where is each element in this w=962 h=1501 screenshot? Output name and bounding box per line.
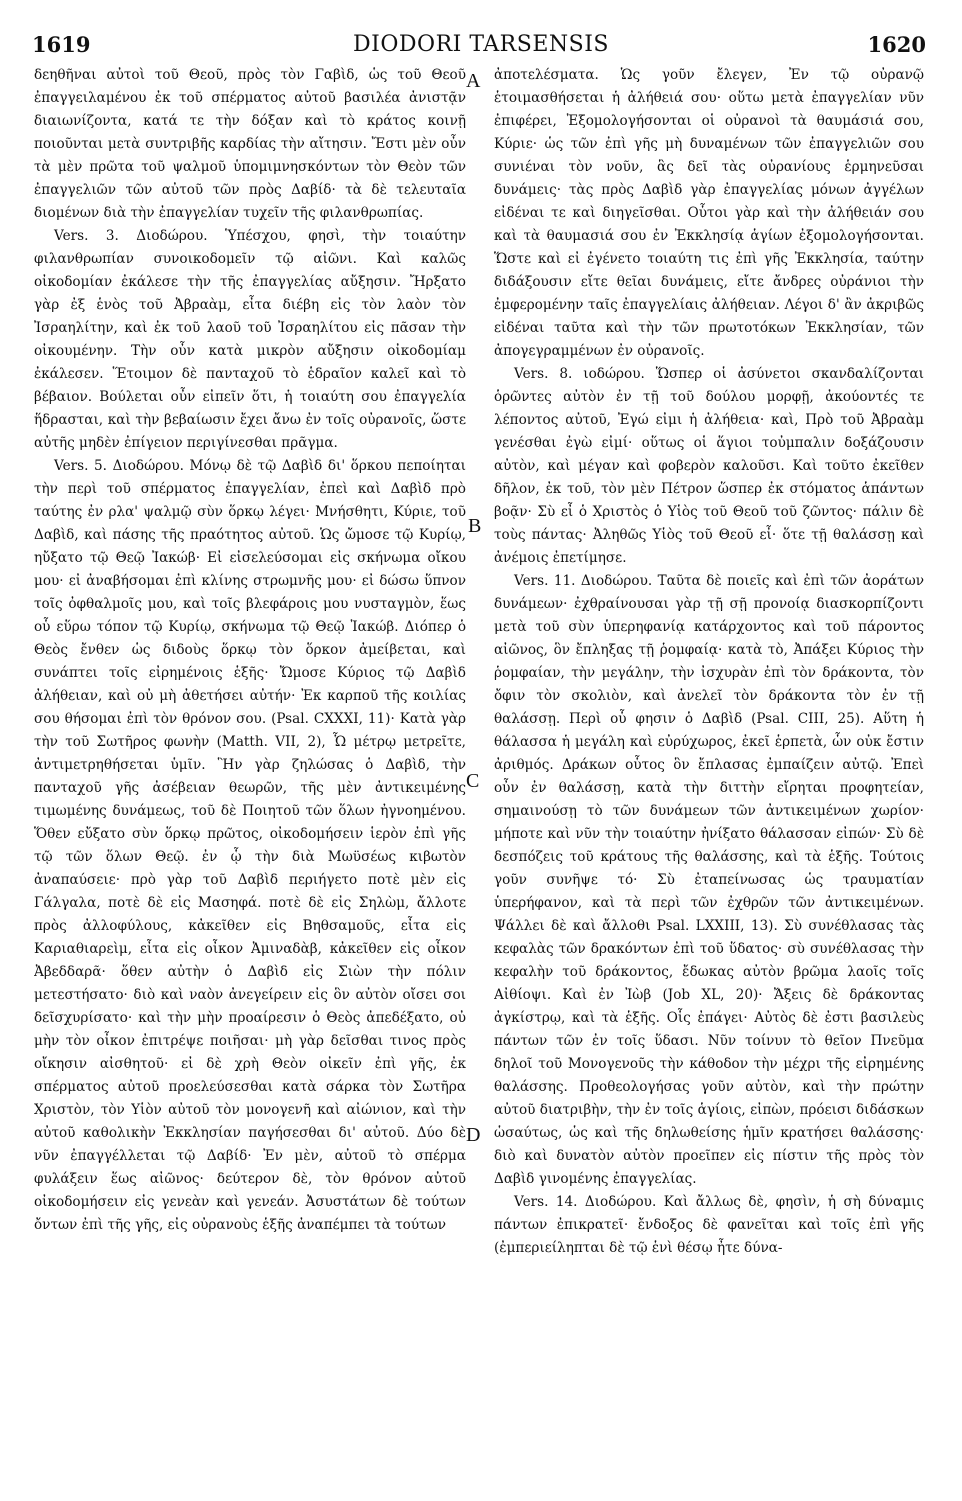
- page-header: [0, 0, 962, 58]
- paragraph: Vers. 14. Διοδώρου. Καὶ ἄλλως δὲ, φησὶν, ἡ σὴ δύναμις πάντων ἐπικρατεῖ· ἔνδοξος δὲ φανεῖται καὶ τοῖς ἐπὶ γῆς (ἐμπεριείληπται δὲ τῷ ἑνὶ θέσῳ ἦτε δύνα-: [494, 1194, 924, 1256]
- paragraph: Vers. 3. Διοδώρου. Ὑπέσχου, φησὶ, τὴν τοιαύτην φιλανθρωπίαν συνοικοδομεῖν τῷ αἰῶνι. Καὶ καλῶς οἰκοδομίαν ἐκάλεσε τὴν τῆς ἐπαγγελίας αὔξησιν. Ἤρξατο γὰρ ἐξ ἑνὸς τοῦ Ἀβραὰμ, εἶτα διέβη εἰς τὸν λαὸν τὸν Ἰσραηλίτην, καὶ ἐκ τοῦ λαοῦ τοῦ Ἰσραηλίτου εἰς πᾶσαν τὴν οἰκουμένην. Τὴν οὖν κατὰ μικρὸν αὔξησιν οἰκοδομίαμ ἐκάλεσεν. Ἕτοιμον δὲ πανταχοῦ τὸ ἑδραῖον καλεῖ καὶ τὸ βέβαιον. Βούλεται οὖν εἰπεῖν ὅτι, ἡ τοιαύτη σου ἐπαγγελία ἥδρασται, καὶ τὴν βεβαίωσιν ἔχει ἄνω ἐν τοῖς οὐρανοῖς, ὥστε αὐτῆς μηδὲν ἐπίγειον περιγίνεσθαι πρᾶγμα.: [34, 228, 466, 451]
- paragraph: ἀποτελέσματα. Ὡς γοῦν ἔλεγεν, Ἐν τῷ οὐρανῷ ἑτοιμασθήσεται ἡ ἀλήθειά σου· οὕτω μετὰ ἐπαγγελίαν νῦν ἐπιφέρει, Ἐξομολογήσονται οἱ οὐρανοὶ τὰ θαυμάσιά σου, Κύριε· ὡς τῶν ἐπὶ γῆς μὴ δυναμένων τῶν ἐπαγγελιῶν σου συνιέναι τὸν νοῦν, ἃς δεῖ τὰς οὐρανίους ἑρμηνεῦσαι δυνάμεις· τὰς πρὸς Δαβὶδ γὰρ ἐπαγγελίας μόνων ἀγγέλων εἰδέναι τε καὶ διηγεῖσθαι. Οὗτοι γὰρ καὶ τὴν ἀλήθειάν σου καὶ τὰ θαυμασιά σου ἐν Ἐκκλησίᾳ ἁγίων ἐξομολογήσονται. Ὥστε καὶ εἰ ἐγένετο τοιαύτη τις ἐπὶ γῆς Ἐκκλησία, ταύτην διδάξουσιν εἴτε θεῖαι δυνάμεις, εἴτε ἄνδρες οὐράνιοι τὴν ἐμφερομένην ταῖς ἐπαγγελίαις ἀλήθειαν. Λέγοι δ' ἂν ἀκριβῶς εἰδέναι ταῦτα καὶ τὴν τῶν πρωτοτόκων Ἐκκλησίαν, τῶν ἀπογεγραμμένων ἐν οὐρανοῖς.: [494, 67, 924, 359]
- margin-marker-c: C: [466, 770, 480, 792]
- margin-marker-b: B: [468, 515, 482, 537]
- margin-marker-a: A: [466, 70, 481, 92]
- paragraph: Vers. 11. Διοδώρου. Ταῦτα δὲ ποιεῖς καὶ ἐπὶ τῶν ἀοράτων δυνάμεων· ἐχθραίνουσαι γὰρ τῇ σῇ προνοίᾳ διασκορπίζοντι μετὰ τοῦ σὺν ὑπερηφανίᾳ κατάρχοντος καὶ τοῦ πάροντος αἰῶνος, ὃν ἔπληξας τῇ ῥομφαίᾳ· κατὰ τὸ, Ἀπάξει Κύριος τὴν ῥομφαίαν, τὴν μεγάλην, τὴν ἰσχυρὰν ἐπὶ τὸν δράκοντα, τὸν ὄφιν τὸν σκολιὸν, καὶ ἀνελεῖ τὸν δράκοντα τὸν ἐν τῇ θαλάσσῃ. Περὶ οὗ φησιν ὁ Δαβὶδ (Psal. CIII, 25). Αὕτη ἡ θάλασσα ἡ μεγάλη καὶ εὐρύχωρος, ἐκεῖ ἑρπετὰ, ὧν οὐκ ἔστιν ἀριθμός. Δράκων οὗτος ὃν ἔπλασας ἐμπαίζειν αὐτῷ. Ἐπεὶ οὖν ἐν θαλάσσῃ, κατὰ τὴν διττὴν εἴρηται προφητείαν, σημαινούσῃ τὸ τῶν δυνάμεων τῶν ἀντικειμένων χωρίον· μήποτε καὶ νῦν τὴν τοιαύτην ἠνίξατο θάλασσαν εἰπών· Σὺ δὲ δεσπόζεις τοῦ κράτους τῆς θαλάσσης, καὶ τὰ ἑξῆς. Τούτοις γοῦν συνῆψε τό· Σὺ ἐταπείνωσας ὡς τραυματίαν ὑπερήφανον, καὶ τὰ περὶ τῶν ἐχθρῶν τῶν ἀντικειμένων. Ψάλλει δὲ καὶ ἄλλοθι Psal. LXXIII, 13). Σὺ συνέθλασας τὰς κεφαλὰς τῶν δρακόντων ἐπὶ τοῦ ὕδατος· σὺ συνέθλασας τὴν κεφαλὴν τοῦ δράκοντος, ἔδωκας αὐτὸν βρῶμα λαοῖς τοῖς Αἰθίοψι. Καὶ ἐν Ἰὼβ (Job XL, 20)· Ἄξεις δὲ δράκοντας ἀγκίστρῳ, καὶ τὰ ἑξῆς. Οἷς ἐπάγει· Αὐτὸς δὲ ἐστι βασιλεὺς πάντων τῶν ἐν τοῖς ὕδασι. Νῦν τοίνυν τὸ θεῖον Πνεῦμα δηλοῖ τοῦ Μονογενοῦς τὴν κάθοδον τὴν μέχρι τῆς εἰρημένης θαλάσσης. Προθεολογήσας γοῦν αὐτὸν, καὶ τὴν πρώτην αὐτοῦ διατριβὴν, τὴν ἐν τοῖς ἁγίοις, εἰπὼν, πρόεισι διδάσκων ὡσαύτως, ὡς καὶ τῆς δηλωθείσης ἡμῖν κρατήσει θαλάσσης· διὸ καὶ δυνατὸν αὐτὸν προεῖπεν εἰς πίστιν τῆς πρὸς τὸν Δαβὶδ γινομένης ἐπαγγελίας.: [494, 573, 924, 1187]
- left-column: [34, 64, 466, 1484]
- margin-marker-d: D: [466, 1124, 481, 1146]
- paragraph: δεηθῆναι αὐτοὶ τοῦ Θεοῦ, πρὸς τὸν Γαβὶδ, ὡς τοῦ Θεοῦ ἐπαγγειλαμένου ἐκ τοῦ σπέρματος αὐτοῦ βασιλέα ἀνιστᾷν διαιωνίζοντα, κατά τε τὴν δόξαν καὶ τὸ κράτος κοινῇ ποιοῦνται μετὰ συντριβῆς καρδίας τὴν αἴτησιν. Ἔστι μὲν οὖν τὰ μὲν πρῶτα τοῦ ψαλμοῦ ὑπομιμνησκόντων τὸν Θεὸν τῶν ἐπαγγελιῶν τῶν αὐτοῦ τῶν πρὸς Δαβίδ· τὰ δὲ τελευταῖα διομένων διὰ τὴν ἐπαγγελίαν τυχεῖν τῆς φιλανθρωπίας.: [34, 67, 466, 221]
- right-column: [494, 64, 924, 1484]
- page-number-left: 1619: [32, 32, 91, 57]
- running-title: DIODORI TARSENSIS: [353, 32, 609, 57]
- page-number-right: 1620: [867, 32, 926, 57]
- paragraph: Vers. 8. ιοδώρου. Ὥσπερ οἱ ἀσύνετοι σκανδαλίζονται ὁρῶντες αὐτὸν ἐν τῇ τοῦ δούλου μορφῇ, ἀκούοντές τε λέποντος αὐτοῦ, Ἐγώ εἰμι ἡ ἀλήθεια· καὶ, Πρὸ τοῦ Ἀβραὰμ γενέσθαι ἐγὼ εἰμί· οὕτως οἱ ἅγιοι τοὐμπαλιν δοξάζουσιν αὐτὸν, καὶ μέγαν καὶ φοβερὸν καλοῦσι. Καὶ τοῦτο ἐκεῖθεν δῆλον, ἐκ τοῦ, τὸν μὲν Πέτρον ὥσπερ ἐκ στόματος ἁπάντων βοᾷν· Σὺ εἶ ὁ Χριστὸς ὁ Υἱὸς τοῦ Θεοῦ τοῦ ζῶντος· πάλιν δὲ τοὺς πάντας· Ἀληθῶς Υἱὸς τοῦ Θεοῦ εἶ· ὅτε τῇ θαλάσσῃ καὶ ἀνέμοις ἐπετίμησε.: [494, 366, 924, 566]
- paragraph: Vers. 5. Διοδώρου. Μόνῳ δὲ τῷ Δαβὶδ δι' ὅρκου πεποίηται τὴν περὶ τοῦ σπέρματος ἐπαγγελίαν, ἐπεὶ καὶ Δαβὶδ πρὸ ταύτης ἐν ρλα' ψαλμῷ σὺν ὅρκῳ λέγει· Μνήσθητι, Κύριε, τοῦ Δαβὶδ, καὶ πάσης τῆς πραότητος αὐτοῦ. Ὡς ὤμοσε τῷ Κυρίῳ, ηὔξατο τῷ Θεῷ Ἰακώβ· Εἰ εἰσελεύσομαι εἰς σκήνωμα οἴκου μου· εἰ ἀναβήσομαι ἐπὶ κλίνης στρωμνῆς μου· εἰ δώσω ὕπνον τοῖς ὀφθαλμοῖς μου, καὶ τοῖς βλεφάροις μου νυσταγμὸν, ἕως οὗ εὕρω τόπον τῷ Κυρίῳ, σκήνωμα τῷ Θεῷ Ἰακώβ. Διόπερ ὁ Θεὸς ἔνθεν ὡς διδοὺς ὅρκῳ τὸν ὅρκον ἀμείβεται, καὶ συνάπτει τοῖς εἰρημένοις ἑξῆς· Ὤμοσε Κύριος τῷ Δαβὶδ ἀλήθειαν, καὶ οὐ μὴ ἀθετήσει αὐτήν· Ἐκ καρποῦ τῆς κοιλίας σου θήσομαι ἐπὶ τὸν θρόνον σου. (Psal. CXXXI, 11)· Κατὰ γὰρ τὴν τοῦ Σωτῆρος φωνὴν (Matth. VII, 2), Ὧ μέτρῳ μετρεῖτε, ἀντιμετρηθήσεται ὑμῖν. Ἣν γὰρ ζηλώσας ὁ Δαβὶδ, τὴν πανταχοῦ γῆς ἀσέβειαν θεωρῶν, τῆς μὲν ἀντικειμένης τιμωμένης δυνάμεως, τοῦ δὲ Ποιητοῦ τῶν ὅλων ἠγνοημένου. Ὅθεν εὔξατο σὺν ὅρκῳ πρῶτος, οἰκοδομήσειν ἱερὸν ἐπὶ γῆς τῷ τῶν ὅλων Θεῷ. ἐν ᾧ τὴν διὰ Μωϋσέως κιβωτὸν ἀναπαύσειε· πρὸ γὰρ τοῦ Δαβὶδ περιήγετο ποτὲ μὲν εἰς Γάλγαλα, ποτὲ δὲ εἰς Μασηφά. ποτὲ δὲ εἰς Σηλὼμ, ἄλλοτε πρὸς ἀλλοφύλους, κἀκεῖθεν εἰς Βηθσαμοῦς, εἶτα εἰς Καριαθιαρεὶμ, εἶτα εἰς οἶκον Ἀμιναδὰβ, κἀκεῖθεν εἰς οἶκον Ἀβεδδαρᾶ· ὅθεν αὐτὴν ὁ Δαβὶδ εἰς Σιὼν τὴν πόλιν μετεστήσατο· διὸ καὶ ναὸν ἀνεγείρειν εἰς ὃν αὐτὸν οἴσει σοι δεῖσχυρίσατο· καὶ τὴν μὴν προαίρεσιν ὁ Θεὸς ἀπεδέξατο, οὐ μὴν τὸν οἶκον ἐπιτρέψε ποιῆσαι· μὴ γὰρ δεῖσθαι τινος πρὸς οἴκησιν αἰσθητοῦ· εἰ δὲ χρὴ Θεὸν οἰκεῖν ἐπὶ γῆς, ἐκ σπέρματος αὐτοῦ προελεύσεσθαι κατὰ σάρκα τὸν Σωτῆρα Χριστὸν, τὸν Υἱὸν αὐτοῦ τὸν μονογενῆ καὶ αἰώνιον, καὶ τὴν αὐτοῦ καθολικὴν Ἐκκλησίαν παγήσεσθαι δι' αὐτοῦ. Δύο δὲ νῦν ἐπαγγέλλεται τῷ Δαβίδ· Ἐν μὲν, αὐτοῦ τὸ σπέρμα φυλάξειν ἕως αἰῶνος· δεύτερον δὲ, τὸν θρόνον αὐτοῦ οἰκοδομήσειν εἰς γενεὰν καὶ γενεάν. Ἀσυστάτων δὲ τούτων ὄντων ἐπὶ τῆς γῆς, εἰς οὐρανοὺς ἑξῆς ἀναπέμπει τὰ τούτων: [34, 458, 466, 1233]
